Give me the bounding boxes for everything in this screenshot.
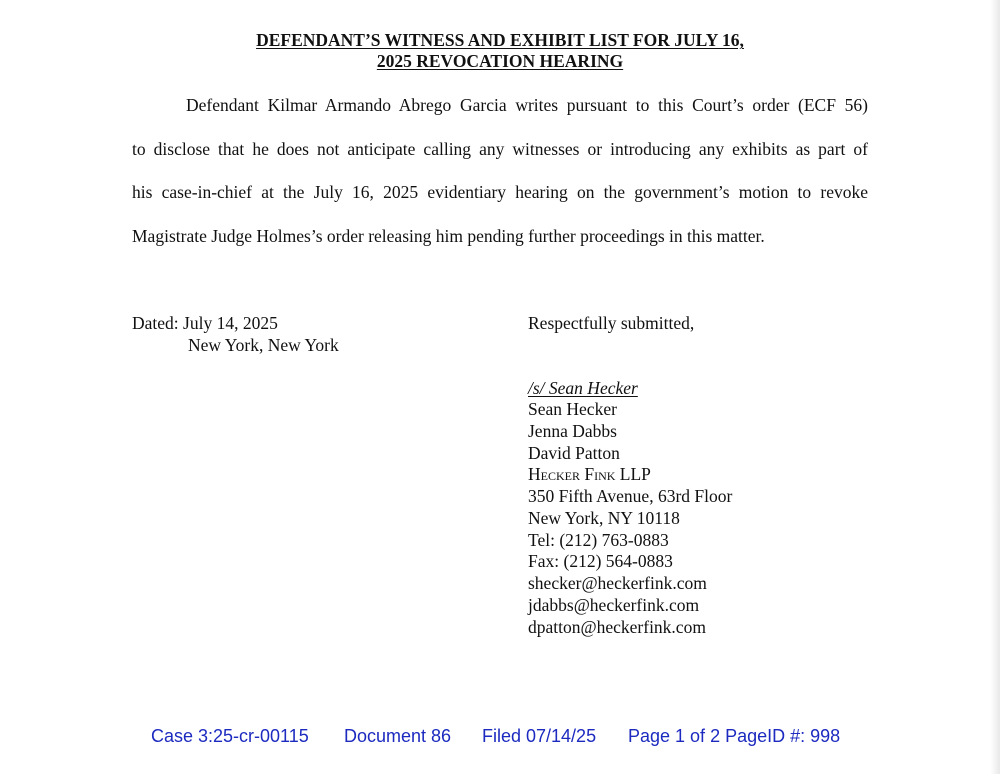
respectfully-submitted: Respectfully submitted, — [528, 313, 695, 333]
fax-number: Fax: (212) 564-0883 — [528, 551, 673, 571]
attorney-name-3: David Patton — [528, 443, 620, 463]
attorney-name-2: Jenna Dabbs — [528, 421, 617, 441]
firm-address-line-2: New York, NY 10118 — [528, 508, 680, 528]
footer-page-info: Page 1 of 2 PageID #: 998 — [628, 726, 841, 746]
signature-line: /s/ Sean Hecker — [528, 378, 638, 398]
body-line-1: Defendant Kilmar Armando Abrego Garcia writes pursuant to this Court’s order (ECF 56) — [186, 95, 868, 115]
dated-line: Dated: July 14, 2025 — [132, 313, 278, 333]
footer-document-number: Document 86 — [344, 726, 452, 746]
document-title-line-1: DEFENDANT’S WITNESS AND EXHIBIT LIST FOR JULY 16, — [256, 30, 744, 50]
body-line-2: to disclose that he does not anticipate calling any witnesses or introducing any exhibits as part of — [132, 139, 868, 159]
body-line-4: Magistrate Judge Holmes’s order releasing him pending further proceedings in this matter. — [132, 226, 765, 246]
page-edge-shadow — [990, 0, 1000, 774]
attorney-name-1: Sean Hecker — [528, 399, 617, 419]
body-line-3: his case-in-chief at the July 16, 2025 evidentiary hearing on the government’s motion to revoke — [132, 182, 868, 202]
document-title-line-2: 2025 REVOCATION HEARING — [376, 51, 624, 71]
footer-filed-date: Filed 07/14/25 — [482, 726, 597, 746]
email-3: dpatton@heckerfink.com — [528, 617, 706, 637]
telephone-number: Tel: (212) 763-0883 — [528, 530, 669, 550]
email-2: jdabbs@heckerfink.com — [528, 595, 700, 615]
footer-case-number: Case 3:25-cr-00115 — [151, 726, 309, 746]
dated-location: New York, New York — [188, 335, 339, 355]
firm-address-line-1: 350 Fifth Avenue, 63rd Floor — [528, 486, 733, 506]
law-firm-name: Hecker Fink LLP — [528, 464, 651, 484]
email-1: shecker@heckerfink.com — [528, 573, 707, 593]
